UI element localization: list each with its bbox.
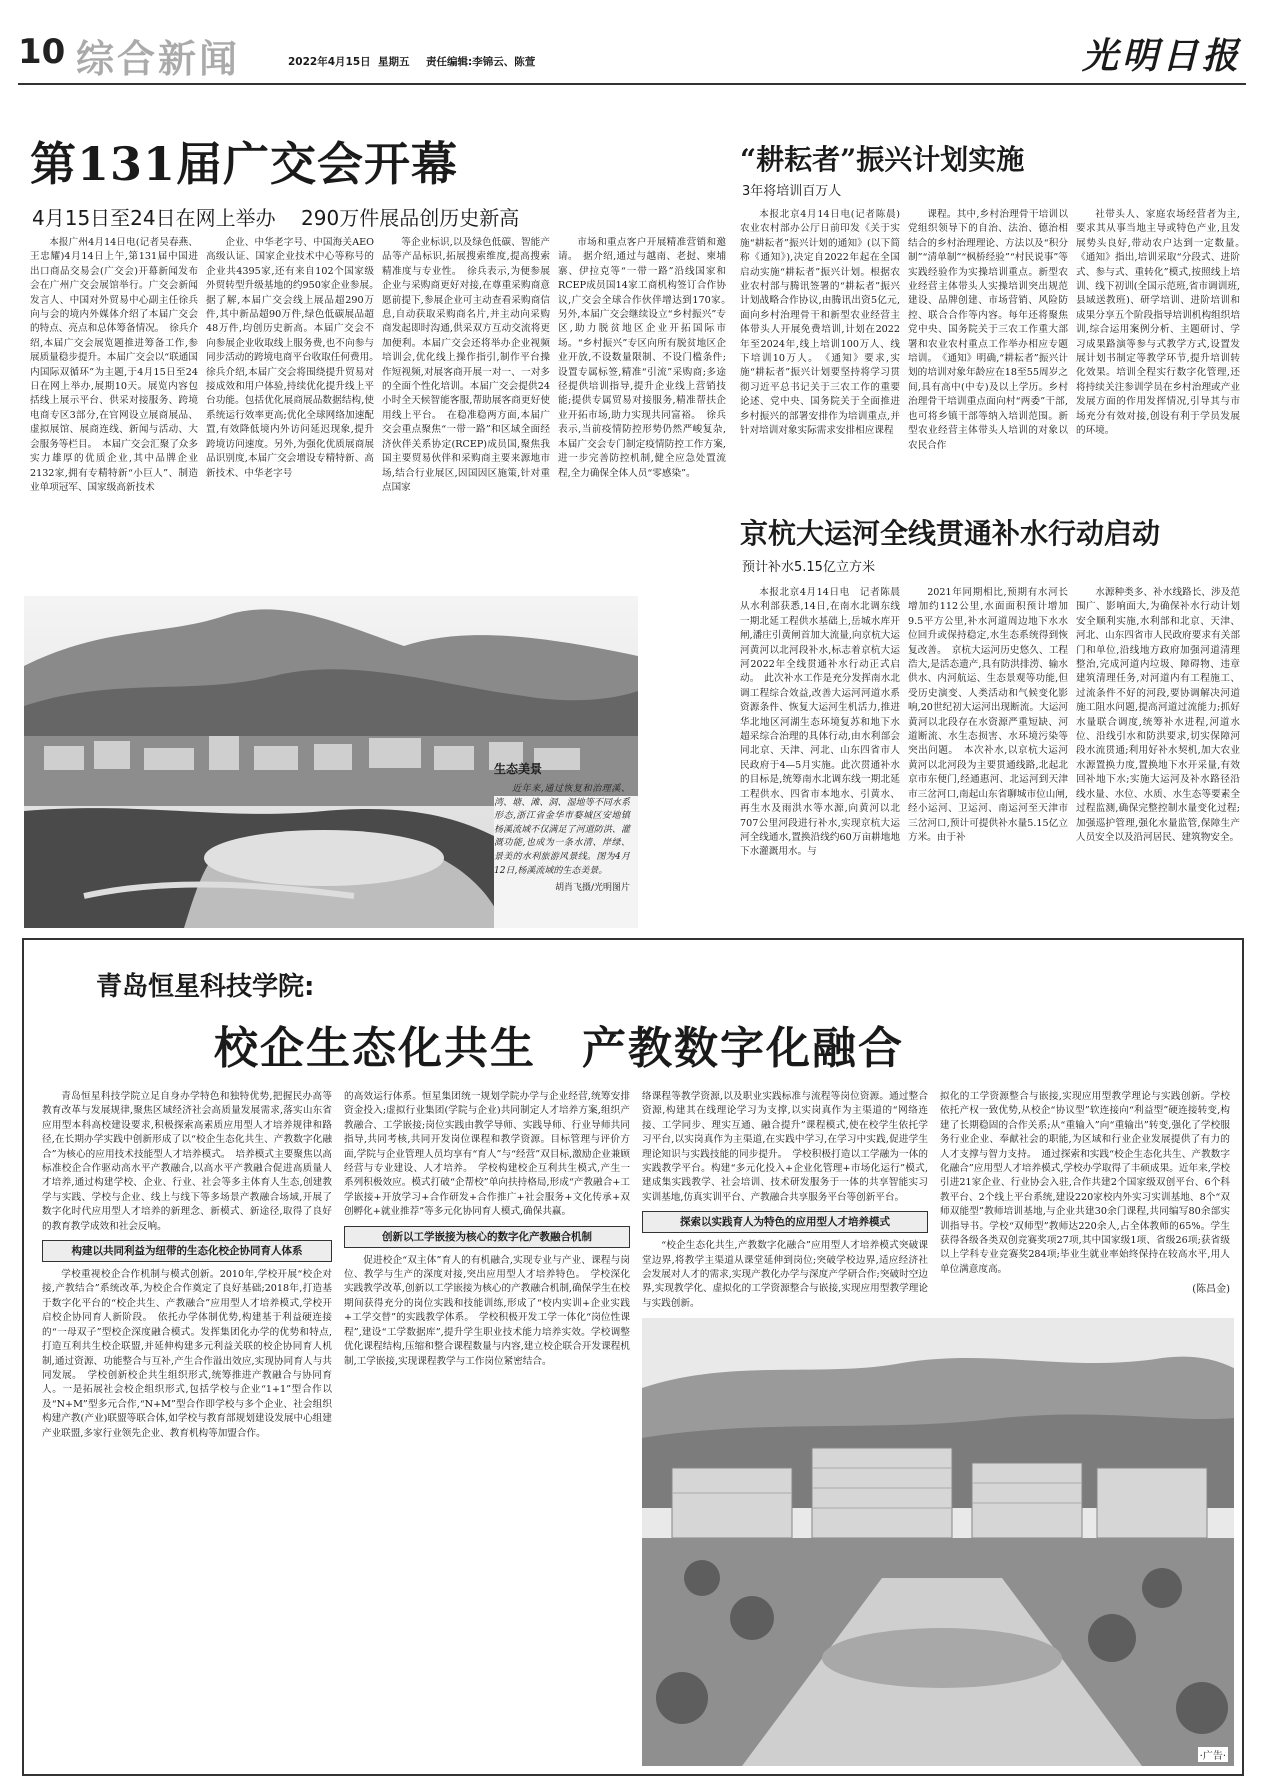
page-number: 10 — [18, 32, 66, 72]
farmer-story-column-3 — [1076, 208, 1250, 488]
main-headline: 第131届广交会开幕 — [30, 137, 459, 191]
main-story-column-3 — [382, 236, 550, 591]
photo-caption-title: 生态美景 — [494, 762, 543, 776]
photo-credit: 胡肖飞摄/光明图片 — [554, 883, 630, 894]
section-title: 综合新闻 — [76, 36, 241, 81]
farmer-headline: “耕耘者”振兴计划实施 — [740, 143, 1025, 176]
canal-story-text: 水源种类多、补水线路长、涉及范围广、影响面大,为确保补水行动计划安全顺利实施,水利部和北京、天津、河北、山东四省市人民政府要求有关部门和单位,沿线地方政府加强河道清理整治,完成河道内垃圾、障碍物、违章建筑清理任务,对河道内有工程施工、过流条件不好的河段,要协调解决河道施工阻水问题,提高河道过流能力;抓好水量联合调度,统筹补水进程,河道水位、沿线引水和防洪要求,切实保障河段水流贯通;利用好补水契机,加大农业水源置换力度,置换地下水开采量,有效回补地下水;实施大运河及补水路径沿线水量、水位、水质、水生态等要素全过程监测,确保完整控制水量变化过程;加强巡护管理,强化水量监管,保障生产人员安全以及沿河居民、建筑物安全。 — [1076, 587, 1240, 843]
advertorial-text: “校企生态化共生,产教数字化融合”应用型人才培养模式突破课堂边界,将教学主渠道从课堂延伸到岗位;突破学校边界,适应经济社会发展对人才的需求,实现产教化办学与深度产学研合作;突破时空边界,实现教学化、虚拟化的工学资源整合与嵌接,实现应用型教学理论与实践创新。 — [642, 1240, 928, 1309]
main-story-column-1 — [30, 236, 198, 591]
advertorial-text: 学校重视校企合作机制与模式创新。2010年,学校开展“校企对接,产教结合”系统改革,为校企合作奠定了良好基础;2018年,打造基于数字化平台的“校企共生、产教融合”应用型人才培养模式,学校开启校企协同育人新阶段。 依托办学体制优势,构建基于利益硬连接的“一母双子”型校企深度融合模式。发挥集团化办学的优势和特点,打造互利共生校企联盟,并延伸构建多元利益关联的校企协同育人机制,通过资源、功能整合与互补,产生合作溢出效应,实现协同育人与共同发展。 学校创新校企共生组织形式,统筹推进产教融合与协同育人。一是拓展社会校企组织形式,包括学校与企业“1+1”型合作以及“N+M”型多元合作,“N+M”型合作即学校与多个企业、社会组织构建产教(产业)联盟等联合体,如学校与教育部规划建设发展中心组建产业联盟,多家行业领先企业、教育机构等加盟合作。 — [42, 1269, 332, 1439]
campus-photo-image — [642, 1318, 1234, 1766]
photo-caption-text: 近年来,通过恢复和治理溪、湾、塘、滩、洞、湿地等不同水系形态,浙江省金华市婺城区安地镇杨溪流域不仅满足了河道防洪、灌溉功能,也成为一条水清、岸绿、景美的水利旅游风景线。图为4月12日,杨溪流域的生态美景。 — [494, 784, 630, 876]
advertorial-column-3 — [642, 1090, 928, 1309]
campus-photo — [642, 1318, 1234, 1766]
page-header — [18, 30, 1246, 80]
issue-weekday: 星期五 — [378, 56, 410, 68]
canal-subheadline: 预计补水5.15亿立方米 — [742, 560, 875, 575]
advertorial-subhead-1: 构建以共同利益为纽带的生态化校企协同育人体系 — [42, 1240, 332, 1262]
farmer-story-text: 社带头人、家庭农场经营者为主,要求其从事当地主导或特色产业,且发展势头良好,带动农户达到一定数量。 《通知》指出,培训采取“分段式、进阶式、参与式、重转化”模式,按照线上培训、线下初训(全国示范班,省市调训班,县域送教班)、研学培训、进阶培训和成果分享五个阶段指导培训机构组织培训,综合运用案例分析、主题研讨、学习成果路演等参与式教学方式,设置发展计划书制定等教学环节,提升培训转化效果。培训全程实行数字化管理,还将持续关注参训学员在乡村治理或产业发展方面的作用发挥情况,引导其与市场充分有效对接,创设有利于学员发展的环境。 — [1076, 209, 1250, 437]
editor-credits: 责任编辑:李锦云、陈萱 — [426, 56, 536, 68]
newspaper-masthead: 光明日报 — [1081, 35, 1242, 77]
farmer-story-column-1 — [740, 208, 900, 488]
main-story-column-2 — [206, 236, 384, 591]
photo-caption-box — [494, 760, 630, 928]
farmer-subheadline: 3年将培训百万人 — [742, 184, 842, 199]
farmer-story-text: 本报北京4月14日电(记者陈晨)农业农村部办公厅日前印发《关于实施“耕耘者”振兴计划的通知》(以下简称《通知》),决定自2022年起在全国启动实施“耕耘者”振兴计划。根据农业农村部与腾讯签署的“耕耘者”振兴计划战略合作协议,由腾讯出资5亿元,面向乡村治理骨干和新型农业经营主体带头人开展免费培训,计划在2022年至2024年,线上培训100万人、线下培训10万人。 《通知》要求,实施“耕耘者”振兴计划要坚持将学习贯彻习近平总书记关于三农工作的重要论述、党中央、国务院关于全面推进乡村振兴的部署安排作为培训重点,并针对培训对象实际需求安排相应课程 — [740, 209, 900, 437]
canal-story-text: 2021年同期相比,预期有水河长增加约112公里,水面面积预计增加9.5平方公里,补水河道周边地下水水位回升或保持稳定,水生态系统得到恢复改善。 京杭大运河历史悠久、工程浩大,是活态遗产,具有防洪排涝、输水供水、内河航运、生态景观等功能,但受历史演变、人类活动和气候变化影响,20世纪初大运河出现断流。大运河黄河以北段存在水资源严重短缺、河道断流、水生态损害、水环境污染等突出问题。 本次补水,以京杭大运河黄河以北河段为主要贯通线路,北起北京市东便门,经通惠河、北运河到天津市三岔河口,南起山东省聊城市位山闸,经小运河、卫运河、南运河至天津市三岔河口,预计可提供补水量5.15亿立方米。由于补 — [908, 587, 1068, 843]
farmer-story-column-2 — [908, 208, 1068, 488]
canal-story-column-2 — [908, 586, 1068, 926]
advertorial-kicker: 青岛恒星科技学院: — [96, 972, 315, 1002]
farmer-story-text: 课程。其中,乡村治理骨干培训以党组织领导下的自治、法治、德治相结合的乡村治理理论、方法以及“积分制”“清单制”“枫桥经验”“村民说事”等实践经验作为实操培训重点。新型农业经营主体带头人实操培训突出规范建设、品牌创建、市场营销、风险防控、联合合作等内容。每年还将聚焦党中央、国务院关于三农工作重大部署和农业农村重点工作举办相应专题培训。 《通知》明确,“耕耘者”振兴计划的培训对象年龄应在18至55周岁之间,具有高中(中专)及以上学历。乡村治理骨干培训重点面向村“两委”干部,也可将乡镇干部等纳入培训范围。新型农业经营主体带头人培训的对象以农民合作 — [908, 209, 1068, 451]
advertorial-column-2 — [344, 1090, 630, 1770]
advertorial-column-4 — [940, 1090, 1230, 1310]
advertorial-text: 的高效运行体系。恒星集团统一规划学院办学与企业经营,统筹安排资金投入;虚拟行业集团(学院与企业)共同制定人才培养方案,组织产教融合、工学嵌接;岗位实践由教学导师、实践导师、行业导师共同指导,共同考核,共同开发岗位课程和教学资源。目标管理与评价方面,学院与企业管理人员均享有“育人”与“经营”双目标,激励企业兼顾经营与专业建设、人才培养。 学校构建校企互利共生模式,产生一系列积极效应。模式打破“企帮校”单向扶持格局,形成“产教融合+工学嵌接+开放学习+合作研发+合作推广+社会服务+文化传承+双创孵化+就业推荐”等多元化协同育人模式,确保共赢。 — [344, 1091, 630, 1218]
canal-story-column-3 — [1076, 586, 1240, 926]
main-subheadline: 4月15日至24日在网上举办 290万件展品创历史新高 — [32, 206, 520, 230]
advertorial-text: 促进校企“双主体”育人的有机融合,实现专业与产业、课程与岗位、教学与生产的深度对接,突出应用型人才培养特色。 学校深化实践教学改革,创新以工学嵌接为核心的产教融合机制,确保学生在校期间获得充分的岗位实践和技能训练,形成了“校内实训+企业实践+工学交替”的实践教学体系。 学校积极开发工学一体化“岗位性课程”,建设“工学数据库”,提升学生职业技术能力培养实效。学校调整优化课程结构,压缩和整合课程数量与内容,建立校企联合开发课程机制,工学嵌接,实现课程教学与工作岗位紧密结合。 — [344, 1254, 630, 1367]
advertorial-text: 络课程等教学资源,以及职业实践标准与流程等岗位资源。通过整合资源,构建其在线理论学习为支撑,以实岗真作为主渠道的“网络连接、工学同步、理实互通、融合提升”课程模式,使在校学生依托学习平台,以实岗真作为主渠道,在实践中学习,在学习中实践,促进学生理论知识与实践技能的同步提升。 学校积极打造以工学融为一体的实践教学平台。构建“多元化投入+企业化管理+市场化运行”模式,建成集实践教学、社会培训、技术研发服务于一体的共享智能实习实训基地,仿真实训平台、产教融合共享服务平台等创新平台。 — [642, 1091, 928, 1203]
canal-headline: 京杭大运河全线贯通补水行动启动 — [740, 517, 1161, 550]
header-rule — [18, 83, 1246, 85]
main-story-column-4 — [558, 236, 736, 591]
advertorial-subhead-2: 创新以工学嵌接为核心的数字化产教融合机制 — [344, 1226, 630, 1248]
advertorial-text: 青岛恒星科技学院立足自身办学特色和独特优势,把握民办高等教育改革与发展规律,聚焦区域经济社会高质量发展需求,落实山东省应用型本科高校建设要求,积极探索高素质应用型人才培养规律和路径,在长期办学实践中创新形成了以“校企生态化共生、产教数字化融合”为核心的应用技术技能型人才培养模式。 培养模式主要聚焦以高标准校企合作驱动高水平产教融合,以高水平产教融合促进高质量人才培养,通过构建学校、企业、行业、社会等多主体育人生态,创建教学与实践、学校与企业、线上与线下等多场景产教融合场域,开展了数字化时代应用型人才培养的新理念、新模式、新途径,取得了良好的教育教学成效和社会反响。 — [42, 1091, 332, 1232]
issue-date: 2022年4月15日 — [288, 56, 371, 68]
canal-story-column-1 — [740, 586, 900, 926]
advertorial-subhead-3: 探索以实践育人为特色的应用型人才培养模式 — [642, 1211, 928, 1233]
main-story-text: 等企业标识,以及绿色低碳、智能产品等产品标识,拓展搜索维度,提高搜索精准度与专业性。 徐兵表示,为便参展企业与采购商更好对接,在尊重采购商意愿前提下,参展企业可主动查看采购商信息,自动获取采购商名片,并主动向采购商发起即时沟通,供采双方互动交流将更加便利。本届广交会还将举办企业视频培训会,优化线上操作指引,制作平台操作短视频,对展客商开展一对一、一对多的全面个性化培训。本届广交会提供24小时全天候智能客服,帮助展客商更好使用线上平台。 在稳准稳两方面,本届广交会重点聚焦“一带一路”和区域全面经济伙伴关系协定(RCEP)成员国,聚焦我国主要贸易伙伴和采购商主要来源地市场,结合行业展区,因国因区施策,针对重点国家 — [382, 237, 550, 493]
advertisement-tag: ·广告· — [1198, 1747, 1228, 1762]
advertorial-column-1 — [42, 1090, 332, 1770]
advertorial-signature: (陈昌金) — [1192, 1284, 1230, 1295]
advertorial-text: 拟化的工学资源整合与嵌接,实现应用型教学理论与实践创新。学校依托产权一致优势,从校企“协议型”软连接向“利益型”硬连接转变,构建了长期稳固的合作关系;从“重输入”向“重输出”转变,强化了学校服务行业企业、奉献社会的职能,为区域和行业企业发展提供了有力的人才支撑与智力支持。 通过探索和实践“校企生态化共生、产教数字化融合”应用型人才培养模式,学校办学取得了丰硕成果。近年来,学校引进21家企业、行业协会入驻,合作共建2个国家级双创平台、6个科教平台、2个线上平台系统,建设220家校内外实习实训基地、8个“双师双能型”教师培训基地,与企业共建30余门课程,共同编写80余部实训指导书。学校“双师型”教师达220余人,占全体教师的65%。学生获得各级各类双创竞赛奖项27项,其中国家级1项、省级26项;获省级以上学科专业竞赛奖284项;毕业生就业率始终保持在较高水平,用人单位满意度高。 — [940, 1091, 1230, 1275]
advertorial-headline: 校企生态化共生 产教数字化融合 — [214, 1023, 904, 1074]
main-story-text: 本报广州4月14日电(记者吴春燕、王忠耀)4月14日上午,第131届中国进出口商品交易会(广交会)开幕新闻发布会在广州广交会展馆举行。广交会新闻发言人、中国对外贸易中心副主任徐兵向与会的境内外媒体介绍了本届广交会的特点、亮点和总体筹备情况。 徐兵介绍,本届广交会展览题推进筹备工作,参展质量稳步提升。本届广交会以“联通国内国际双循环”为主题,于4月15日至24日在网上举办,展期10天。展览内容包括线上展示平台、供采对接服务、跨境电商专区3部分,在官网设立展商展品、虚拟展馆、展商连线、新闻与活动、大会服务等栏目。 本届广交会汇聚了众多实力雄厚的优质企业,其中品牌企业2132家,拥有专精特新“小巨人”、制造业单项冠军、国家级高新技术 — [30, 237, 198, 493]
canal-story-text: 本报北京4月14日电 记者陈晨从水利部获悉,14日,在南水北调东线一期北延工程供水基础上,岳城水库开闸,潘庄引黄闸首加大流量,向京杭大运河黄河以北河段补水,标志着京杭大运河2022年全线贯通补水行动正式启动。 此次补水工作是充分发挥南水北调工程综合效益,改善大运河河道水系资源条件、恢复大运河生机活力,推进华北地区河湖生态环境复苏和地下水超采综合治理的具体行动,由水利部会同北京、天津、河北、山东四省市人民政府于4—5月实施。此次贯通补水的目标是,统筹南水北调东线一期北延工程供水、四省市本地水、引黄水、再生水及雨洪水等水源,向黄河以北707公里河段进行补水,实现京杭大运河全线通水,置换沿线约60万亩耕地地下水灌溉用水。与 — [740, 587, 900, 858]
main-story-text: 市场和重点客户开展精准营销和邀请。 据介绍,通过与越南、老挝、柬埔寨、伊拉克等“一带一路”沿线国家和RCEP成员国14家工商机构签订合作协议,广交会全球合作伙伴增达到170家。 另外,本届广交会继续设立“乡村振兴”专区,助力脱贫地区企业开拓国际市场。“乡村振兴”专区向所有脱贫地区企业开放,不设数量限制、不设门槛条件;设置专属标签,精准“引流”采购商;多途径提供培训指导,提升企业线上营销技能;提供专属贸易对接服务,精准帮扶企业开拓市场,助力实现共同富裕。 徐兵表示,当前疫情防控形势仍然严峻复杂,本届广交会专门制定疫情防控工作方案,进一步完善防控机制,健全应急处置流程,全力确保全体人员“零感染”。 — [558, 237, 736, 479]
main-story-text: 企业、中华老字号、中国海关AEO高级认证、国家企业技术中心等称号的企业共4395家,还有来自102个国家级外贸转型升级基地的约950家企业参展。 据了解,本届广交会线上展品超290万件,其中新品超90万件,绿色低碳展品超48万件,均创历史新高。本届广交会不向参展企业收取线上服务费,也不向参与同步活动的跨境电商平台收取任何费用。 徐兵介绍,本届广交会将围绕提升贸易对接成效和用户体验,持续优化提升线上平台功能。包括优化展商展品数据结构,使系统运行效率更高;优化全球网络加速配置,有效降低境内外访问延迟现象,提升跨境访问速度。另外,为强化优质展商展品识别度,本届广交会增设专精特新、高新技术、中华老字号 — [206, 237, 384, 479]
